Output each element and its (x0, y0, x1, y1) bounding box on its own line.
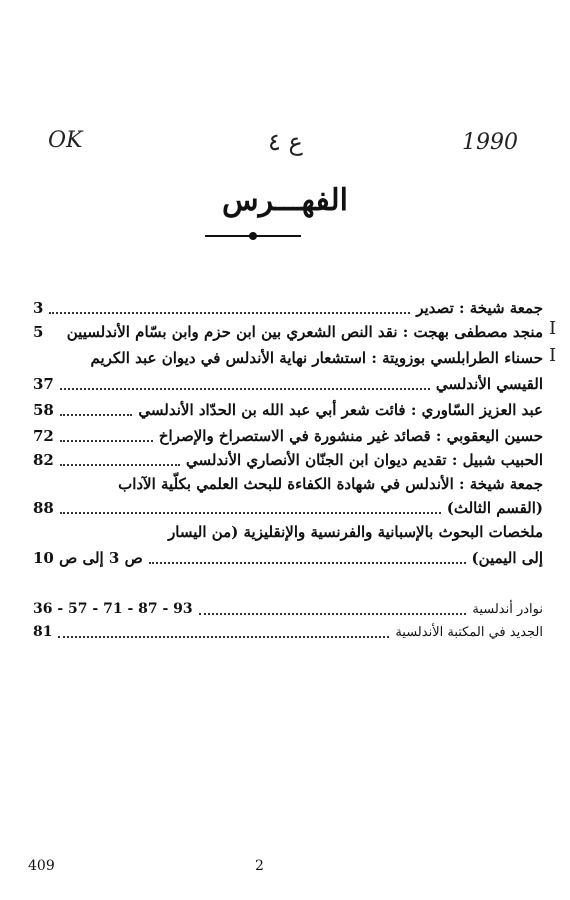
dot-leader (60, 388, 430, 390)
margin-mark: I (549, 318, 557, 339)
handwritten-ok: OK (48, 128, 83, 153)
toc-extra-entry (33, 597, 543, 621)
toc-entry-page: 5 (33, 323, 44, 341)
page-title: الفهـــرس (221, 183, 349, 218)
toc-entry (33, 372, 543, 396)
toc-entry-title: منجد مصطفى بهجت : نقد النص الشعري بين ابن حزم وابن بسّام الأندلسيين (66, 323, 543, 341)
toc-entry-title: جمعة شيخة : تصدير (416, 299, 543, 317)
title-ornament (205, 232, 301, 240)
toc-entry-page: 88 (33, 499, 54, 517)
toc-entry-title: الحبيب شبيل : تقديم ديوان ابن الجنّان الأنصاري الأندلسي (185, 451, 543, 469)
toc-extra-title: الجديد في المكتبة الأندلسية (395, 624, 543, 640)
toc-entry-title: القيسي الأندلسي (435, 375, 543, 393)
dot-leader (49, 312, 410, 314)
toc-entry-page: ص 3 إلى ص 10 (33, 549, 143, 567)
dot-leader (60, 464, 180, 466)
toc-extra-pages: 36 - 57 - 71 - 87 - 93 (33, 601, 193, 617)
toc-entry-page: 82 (33, 451, 54, 469)
toc-entry-title: حسناء الطرابلسي بوزويتة : استشعار نهاية الأندلس في ديوان عبد الكريم (90, 349, 543, 367)
handwritten-ain: ع ٤ (268, 128, 303, 156)
toc-entry-title: حسين اليعقوبي : قصائد غير منشورة في الاستصراخ والإصراخ (158, 427, 543, 445)
toc-entry (33, 398, 543, 422)
toc-entry-page: 37 (33, 375, 54, 393)
toc-entry (33, 424, 543, 448)
toc-entry (33, 520, 543, 544)
toc-entry-page: 72 (33, 427, 54, 445)
toc-entry (33, 296, 543, 320)
toc-entry-page: 58 (33, 401, 54, 419)
toc-extra-entry (33, 620, 543, 644)
toc-entry-title: إلى اليمين) (471, 549, 543, 567)
toc-entry-title: ملخصات البحوث بالإسبانية والفرنسية والإنقليزية (من اليسار (168, 523, 543, 541)
toc-entry (33, 448, 543, 472)
footer-number: 409 (28, 858, 55, 874)
page-number: 2 (255, 858, 264, 874)
toc-entry (33, 496, 543, 520)
margin-mark: I (549, 345, 557, 366)
toc-entry (33, 546, 543, 570)
toc-entry (33, 320, 543, 344)
toc-entry-title: عبد العزيز السّاوري : فائت شعر أبي عبد الله بن الحدّاد الأندلسي (138, 401, 543, 419)
toc-entry (33, 346, 543, 370)
handwritten-year: 1990 (462, 130, 518, 155)
dot-leader (199, 613, 467, 615)
dot-leader (60, 414, 133, 416)
toc-extra-title: نوادر أندلسية (472, 601, 543, 617)
toc-entry-title: جمعة شيخة : الأندلس في شهادة الكفاءة للبحث العلمي بكلّية الآداب (118, 475, 543, 493)
dot-leader (60, 512, 441, 514)
dot-leader (60, 440, 153, 442)
dot-leader (149, 562, 466, 564)
toc-entry (33, 472, 543, 496)
toc-entry-title: (القسم الثالث) (446, 499, 543, 517)
toc-extra-pages: 81 (33, 624, 53, 640)
toc-entry-page: 3 (33, 299, 44, 317)
dot-leader (58, 636, 389, 638)
